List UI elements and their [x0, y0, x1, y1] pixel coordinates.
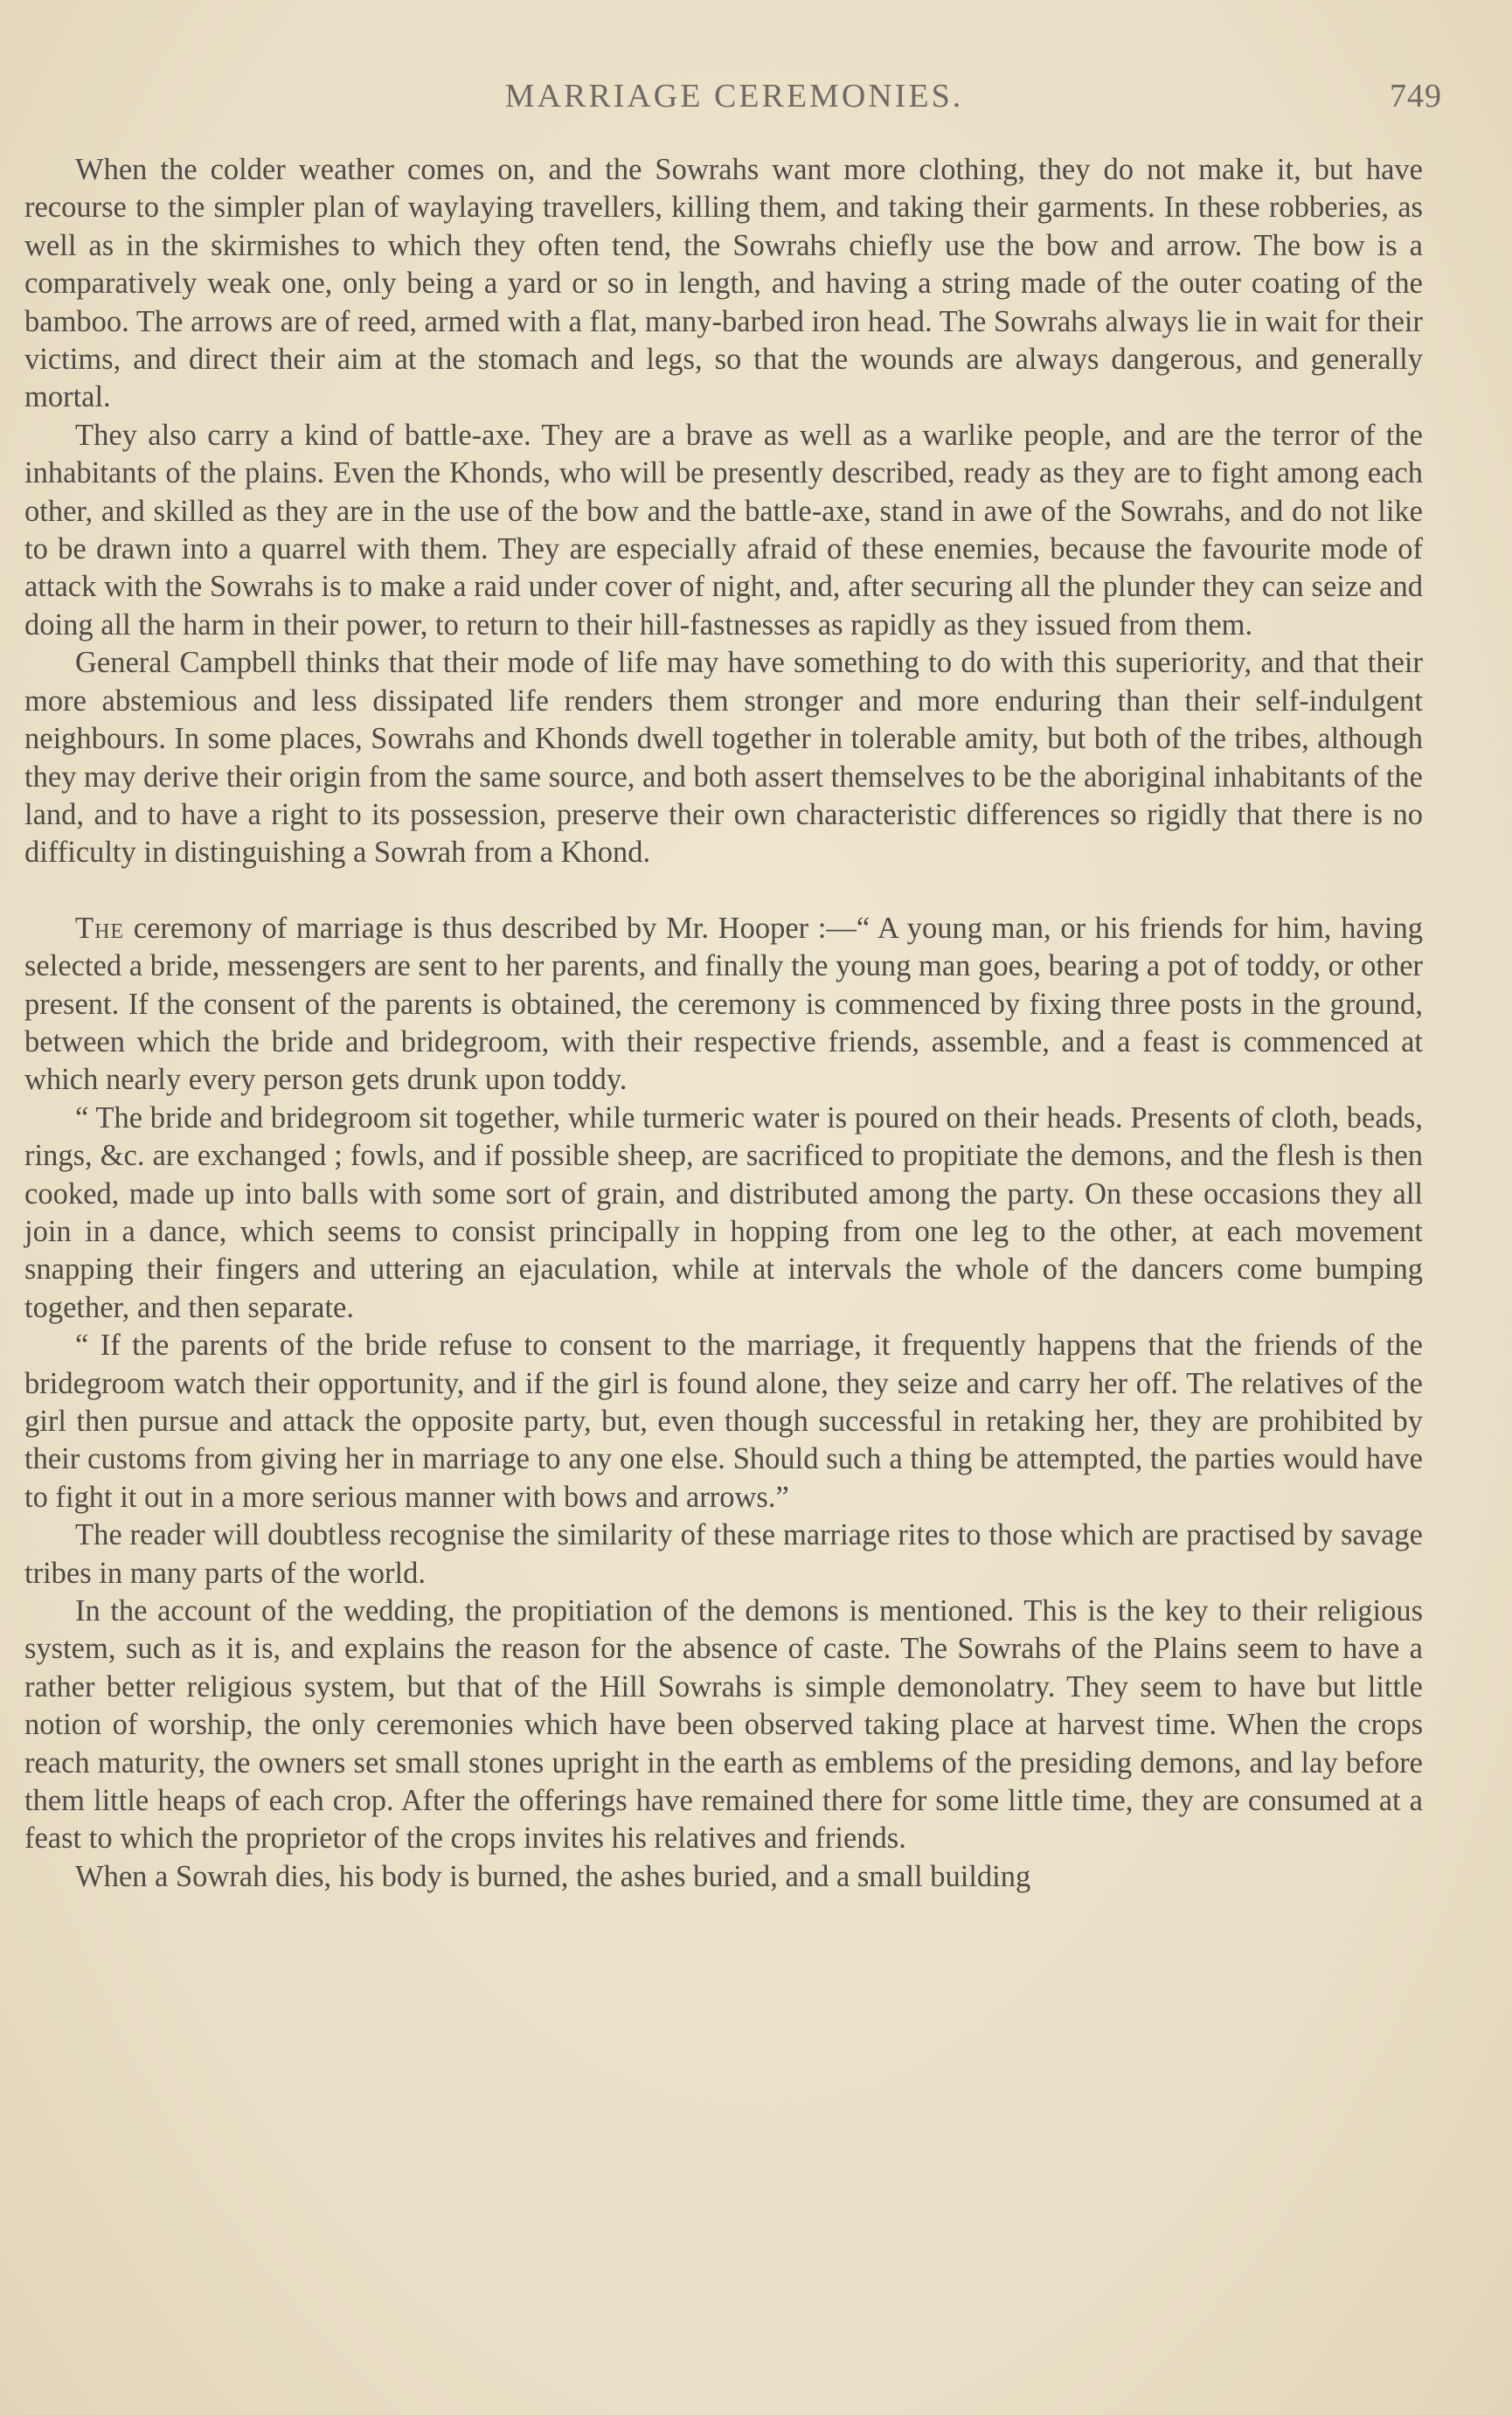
- paragraph-text: ceremony of marriage is thus described by Mr. Hooper :—“ A young man, or his friends for him, having selected a bride, messengers are sent to her parents, and finally the young man goes, bearing a pot of toddy, or other present. If the consent of the parents is obtained, the ceremony is commenced by fixing three posts in the ground, between which the bride and bridegroom, with their respective friends, assemble, and a feast is commenced at which nearly every person gets drunk upon toddy.: [24, 911, 1423, 1097]
- body-text: [24, 151, 1423, 1896]
- page-header: [26, 77, 1442, 129]
- running-head: MARRIAGE CEREMONIES.: [504, 78, 964, 115]
- paragraph: General Campbell thinks that their mode of life may have something to do with this superiority, and that their more abstemious and less dissipated life renders them stronger and more enduring than their self-indulgent neighbours. In some places, Sowrahs and Khonds dwell together in tolerable amity, but both of the tribes, although they may derive their origin from the same source, and both assert themselves to be the aboriginal inhabitants of the land, and to have a right to its possession, preserve their own characteristic differences so rigidly that there is no difficulty in distinguishing a Sowrah from a Khond.: [24, 646, 1423, 870]
- paragraph: When the colder weather comes on, and the Sowrahs want more clothing, they do not make it, but have recourse to the simpler plan of waylaying travellers, killing them, and taking their garments. In these robberies, as well as in the skirmishes to which they often tend, the Sowrahs chiefly use the bow and arrow. The bow is a comparatively weak one, only being a yard or so in length, and having a string made of the outer coating of the bamboo. The arrows are of reed, armed with a flat, many-barbed iron head. The Sowrahs always lie in wait for their victims, and direct their aim at the stomach and legs, so that the wounds are always dangerous, and generally mortal.: [24, 153, 1423, 414]
- section-start-paragraph: [24, 910, 1423, 1100]
- paragraph: In the account of the wedding, the propitiation of the demons is mentioned. This is the key to their religious system, such as it is, and explains the reason for the absence of caste. The Sowrahs of the Plains seem to have a rather better religious system, but that of the Hill Sowrahs is simple demonolatry. They seem to have but little notion of worship, the only ceremonies which have been observed taking place at harvest time. When the crops reach maturity, the owners set small stones upright in the earth as emblems of the presiding demons, and lay before them little heaps of each crop. After the offerings have remained there for some little time, they are consumed at a feast to which the proprietor of the crops invites his relatives and friends.: [24, 1594, 1423, 1856]
- paragraph: When a Sowrah dies, his body is burned, the ashes buried, and a small building: [75, 1859, 1031, 1893]
- paragraph: They also carry a kind of battle-axe. They are a brave as well as a warlike people, and are the terror of the inhabitants of the plains. Even the Khonds, who will be presently described, ready as they are to fight among each other, and skilled as they are in the use of the bow and the battle-axe, stand in awe of the Sowrahs, and do not like to be drawn into a quarrel with them. They are especially afraid of these enemies, because the favourite mode of attack with the Sowrahs is to make a raid under cover of night, and, after securing all the plunder they can seize and doing all the harm in their power, to return to their hill-fastnesses as rapidly as they issued from them.: [24, 418, 1423, 642]
- paragraph: “ If the parents of the bride refuse to consent to the marriage, it frequently happens that the friends of the bridegroom watch their opportunity, and if the girl is found alone, they seize and carry her off. The relatives of the girl then pursue and attack the opposite party, but, even though successful in retaking her, they are prohibited by their customs from giving her in marriage to any one else. Should such a thing be attempted, the parties would have to fight it out in a more serious manner with bows and arrows.”: [24, 1329, 1423, 1514]
- paragraph: “ The bride and bridegroom sit together, while turmeric water is poured on their heads. Presents of cloth, beads, rings, &c. are exchanged ; fowls, and if possible sheep, are sacrificed to propitiate the demons, and the flesh is then cooked, made up into balls with some sort of grain, and distributed among the party. On these occasions they all join in a dance, which seems to consist principally in hopping from one leg to the other, at each movement snapping their fingers and uttering an ejaculation, while at intervals the whole of the dancers come bumping together, and then separate.: [24, 1100, 1423, 1324]
- section-lead-word: The: [75, 911, 125, 945]
- paragraph: The reader will doubtless recognise the similarity of these marriage rites to those which are practised by savage tribes in many parts of the world.: [24, 1518, 1423, 1590]
- page-number: 749: [1390, 78, 1442, 115]
